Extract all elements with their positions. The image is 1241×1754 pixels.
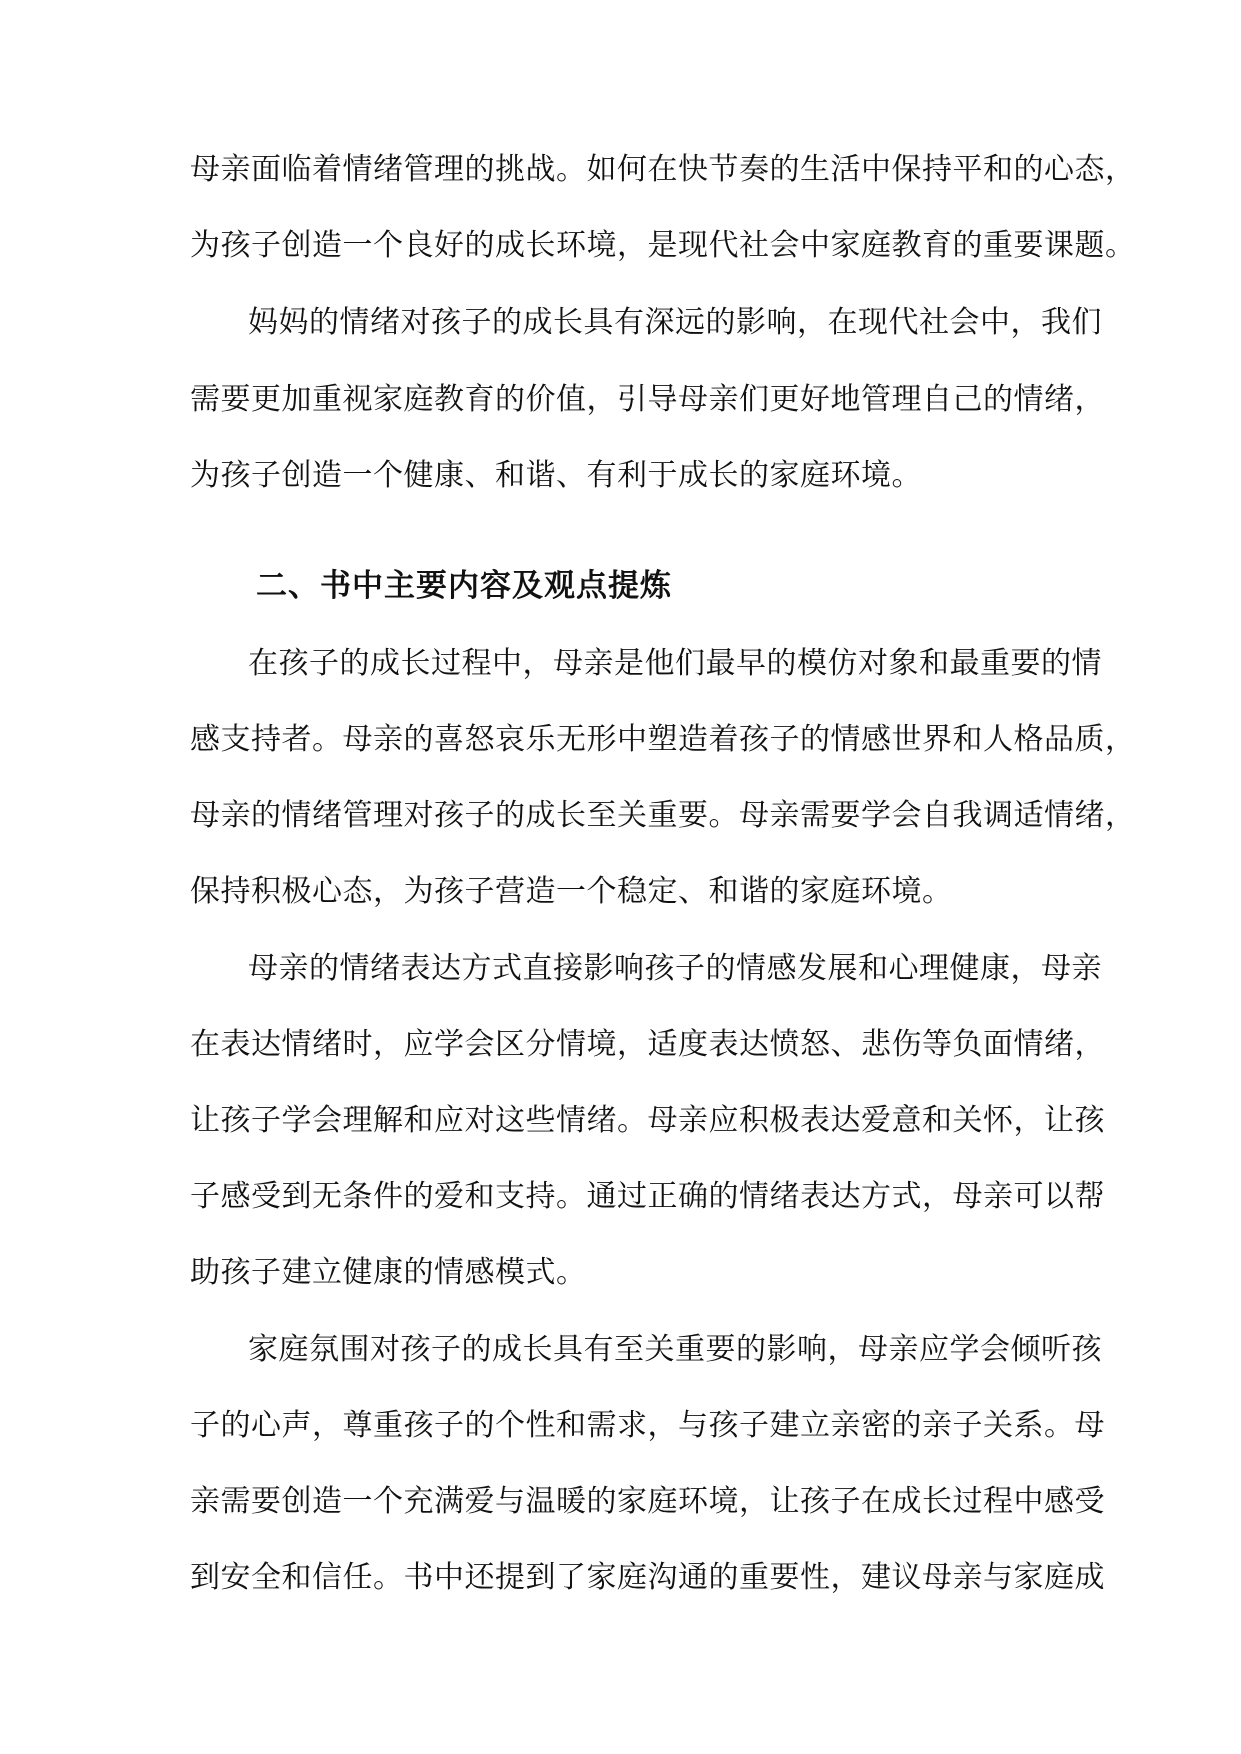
section-heading: 二、书中主要内容及观点提炼: [256, 568, 672, 604]
paragraph-2-line-1: 妈妈的情绪对孩子的成长具有深远的影响，在现代社会中，我们: [248, 305, 1102, 340]
paragraph-5-line-1: 家庭氛围对孩子的成长具有至关重要的影响，母亲应学会倾听孩: [248, 1332, 1102, 1367]
paragraph-2-line-3: 为孩子创造一个健康、和谐、有利于成长的家庭环境。: [190, 458, 922, 493]
paragraph-4-line-4: 子感受到无条件的爱和支持。通过正确的情绪表达方式，母亲可以帮: [190, 1179, 1105, 1214]
paragraph-1-line-2: 为孩子创造一个良好的成长环境，是现代社会中家庭教育的重要课题。: [190, 228, 1136, 263]
paragraph-4-line-2: 在表达情绪时，应学会区分情境，适度表达愤怒、悲伤等负面情绪，: [190, 1027, 1105, 1062]
paragraph-4-line-5: 助孩子建立健康的情感模式。: [190, 1255, 587, 1290]
paragraph-3-line-2: 感支持者。母亲的喜怒哀乐无形中塑造着孩子的情感世界和人格品质，: [190, 722, 1136, 757]
paragraph-3-line-4: 保持积极心态，为孩子营造一个稳定、和谐的家庭环境。: [190, 874, 953, 909]
paragraph-5-line-3: 亲需要创造一个充满爱与温暖的家庭环境，让孩子在成长过程中感受: [190, 1484, 1105, 1519]
paragraph-1-line-1: 母亲面临着情绪管理的挑战。如何在快节奏的生活中保持平和的心态，: [190, 152, 1136, 187]
paragraph-5-line-4: 到安全和信任。书中还提到了家庭沟通的重要性，建议母亲与家庭成: [190, 1560, 1105, 1595]
paragraph-5-line-2: 子的心声，尊重孩子的个性和需求，与孩子建立亲密的亲子关系。母: [190, 1408, 1105, 1443]
paragraph-4-line-1: 母亲的情绪表达方式直接影响孩子的情感发展和心理健康，母亲: [248, 951, 1102, 986]
paragraph-3-line-3: 母亲的情绪管理对孩子的成长至关重要。母亲需要学会自我调适情绪，: [190, 798, 1136, 833]
paragraph-3-line-1: 在孩子的成长过程中，母亲是他们最早的模仿对象和最重要的情: [248, 646, 1102, 681]
paragraph-4-line-3: 让孩子学会理解和应对这些情绪。母亲应积极表达爱意和关怀，让孩: [190, 1103, 1105, 1138]
paragraph-2-line-2: 需要更加重视家庭教育的价值，引导母亲们更好地管理自己的情绪，: [190, 382, 1105, 417]
